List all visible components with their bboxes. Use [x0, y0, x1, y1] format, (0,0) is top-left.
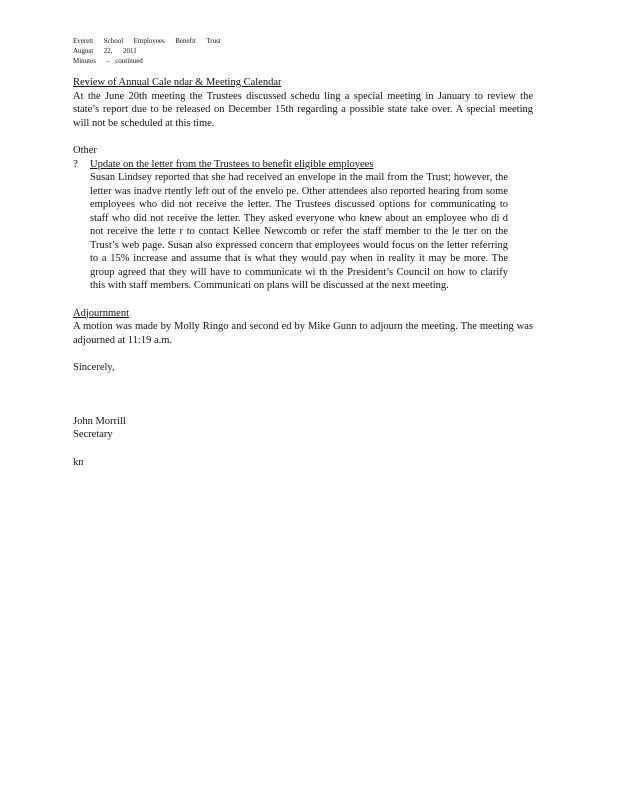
- bullet-icon: ?: [73, 157, 78, 170]
- review-section: [73, 76, 533, 130]
- header-date: August 22, 2011: [73, 47, 137, 55]
- document-header: [73, 36, 533, 66]
- minutes-page: [73, 36, 533, 469]
- signature-name: John Morrill: [73, 415, 126, 427]
- other-heading: Other: [73, 145, 97, 156]
- other-section: [73, 144, 533, 293]
- adjournment-paragraph: A motion was made by Molly Ringo and second ed by Mike Gunn to adjourn the meeting. The meeting was adjourned at 11:19 a.m.: [73, 321, 533, 346]
- typist-initials: kn: [73, 456, 84, 468]
- closing-text: Sincerely,: [73, 362, 115, 373]
- bullet-paragraph: Susan Lindsey reported that she had received an envelope in the mail from the Trust; however, the letter was inadve rtently left out of the envelo pe. Other attendees also reported hearing from some employees who did not receive the letter. The Trustees discussed options for communicating to staff who did not receive the letter. They asked everyone who knew about an employee who di d not receive the lette r to contact Kellee Newcomb or refer the staff member to the le tter on the Trust’s web page. Susan also expressed concern that employees would focus on the letter referring to a 15% increase and assume that is what they would pay when in reality it may be more. The group agreed that they will have to communicate wi th the President’s Council on how to clarify this with staff members. Communicati on plans will be discussed at the next meeting.: [90, 172, 508, 291]
- other-bullet-item: [73, 158, 533, 293]
- header-organization: Everett School Employees Benefit Trust: [73, 37, 221, 45]
- bullet-heading: Update on the letter from the Trustees to benefit eligible employees: [90, 158, 374, 170]
- signature-block: [73, 415, 533, 442]
- review-paragraph: At the June 20th meeting the Trustees discussed schedu ling a special meeting in January to review the state’s report due to be released on December 15th regarding a possible state take over. A special meeting will not be scheduled at this time.: [73, 90, 533, 129]
- header-minutes-label: Minutes – continued: [73, 57, 143, 65]
- review-heading: Review of Annual Cale ndar & Meeting Calendar: [73, 77, 282, 88]
- adjournment-heading: Adjournment: [73, 307, 129, 319]
- signature-title: Secretary: [73, 429, 113, 440]
- bullet-body: [90, 158, 508, 293]
- adjournment-section: [73, 307, 533, 348]
